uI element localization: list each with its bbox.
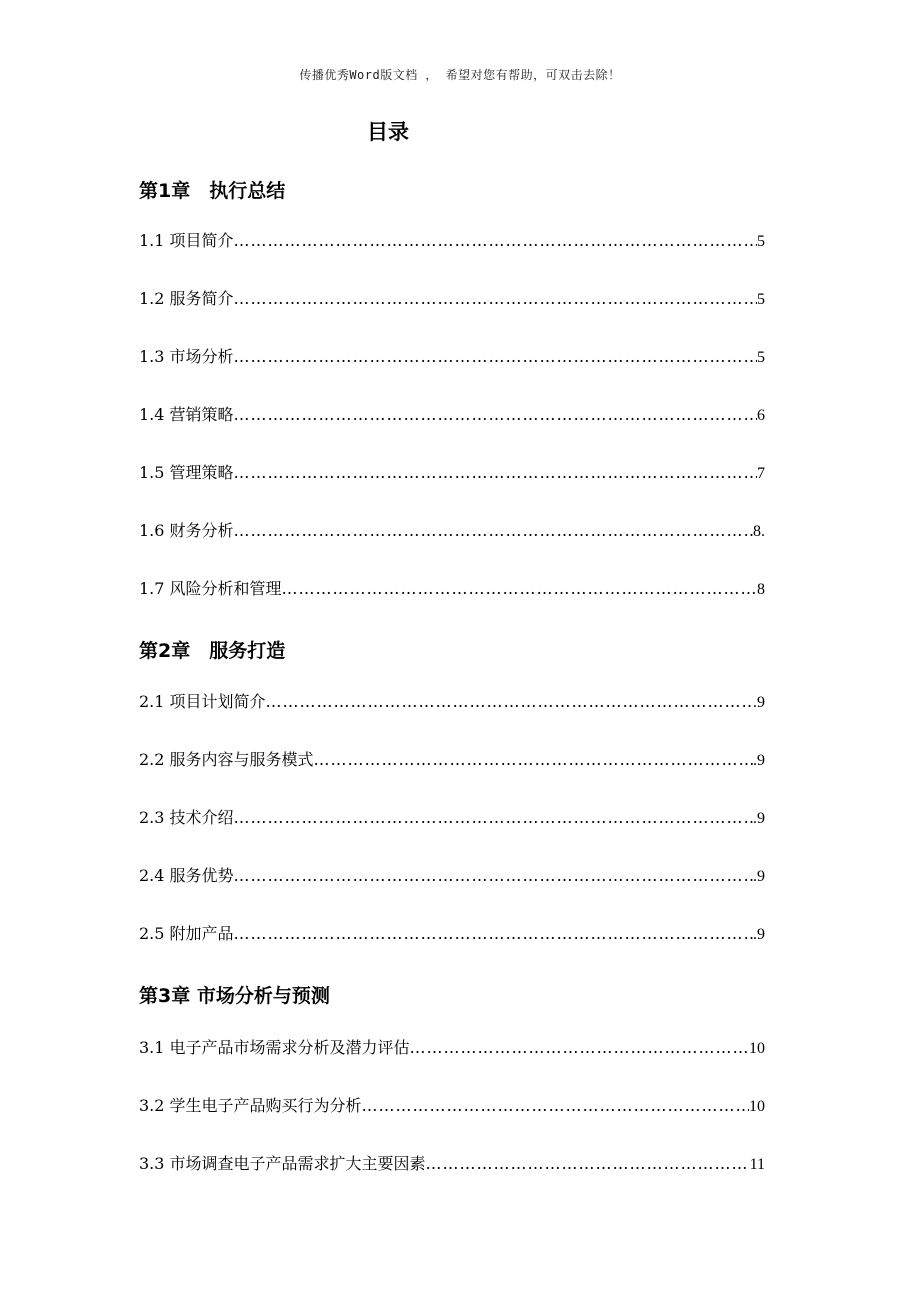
chapter-1-heading: 第1章 执行总结	[139, 180, 286, 202]
toc-entry-1-7[interactable]	[139, 579, 765, 600]
toc-entry-1-2[interactable]	[139, 289, 765, 310]
toc-entry-page: .9	[753, 752, 765, 769]
toc-entry-1-4[interactable]	[139, 405, 765, 426]
dot-leader	[234, 463, 757, 483]
toc-entry-1-5[interactable]	[139, 463, 765, 484]
dot-leader	[282, 579, 757, 599]
toc-entry-label: 2.5 附加产品	[139, 924, 234, 943]
dot-leader	[234, 347, 757, 367]
toc-entry-label: 2.2 服务内容与服务模式	[139, 750, 314, 769]
dot-leader	[234, 808, 753, 828]
toc-entry-page: 10	[749, 1098, 765, 1115]
toc-entry-page: 8	[757, 581, 765, 598]
dot-leader	[362, 1096, 749, 1116]
toc-entry-1-6[interactable]	[139, 521, 765, 542]
toc-entry-page: 5	[757, 349, 765, 366]
toc-entry-page: 10	[749, 1040, 765, 1057]
dot-leader	[234, 405, 757, 425]
toc-entry-page: .9	[753, 868, 765, 885]
toc-entry-label: 3.2 学生电子产品购买行为分析	[139, 1096, 362, 1115]
dot-leader	[234, 866, 753, 886]
dot-leader	[234, 924, 753, 944]
toc-entry-2-2[interactable]	[139, 750, 765, 771]
toc-entry-label: 1.1 项目简介	[139, 231, 234, 250]
toc-entry-label: 1.3 市场分析	[139, 347, 234, 366]
toc-entry-1-1[interactable]	[139, 231, 765, 252]
dot-leader	[266, 692, 753, 712]
toc-entry-label: 1.7 风险分析和管理	[139, 579, 282, 598]
toc-entry-2-1[interactable]	[139, 692, 765, 713]
toc-entry-label: 1.6 财务分析	[139, 521, 234, 540]
toc-entry-2-3[interactable]	[139, 808, 765, 829]
toc-entry-label: 3.1 电子产品市场需求分析及潜力评估	[139, 1038, 410, 1057]
toc-entry-label: 2.1 项目计划简介	[139, 692, 266, 711]
toc-entry-page: 8.	[753, 523, 765, 540]
toc-entry-label: 2.4 服务优势	[139, 866, 234, 885]
dot-leader	[410, 1038, 749, 1058]
toc-entry-label: 1.4 营销策略	[139, 405, 234, 424]
toc-entry-page: .9	[753, 810, 765, 827]
toc-entry-page: 5	[757, 233, 765, 250]
toc-entry-1-3[interactable]	[139, 347, 765, 368]
toc-entry-2-5[interactable]	[139, 924, 765, 945]
toc-entry-label: 1.2 服务简介	[139, 289, 234, 308]
toc-entry-page: 6	[757, 407, 765, 424]
toc-entry-3-3[interactable]	[139, 1154, 765, 1175]
toc-entry-label: 2.3 技术介绍	[139, 808, 234, 827]
chapter-2-heading: 第2章 服务打造	[139, 640, 286, 662]
toc-entry-page: 11	[749, 1156, 765, 1173]
dot-leader	[234, 289, 757, 309]
toc-entry-3-1[interactable]	[139, 1038, 765, 1059]
toc-entry-label: 3.3 市场调查电子产品需求扩大主要因素	[139, 1154, 426, 1173]
chapter-3-heading: 第3章 市场分析与预测	[139, 985, 330, 1007]
toc-entry-page: .9	[753, 694, 765, 711]
toc-entry-page: .9	[753, 926, 765, 943]
header-note: 传播优秀Word版文档 ， 希望对您有帮助，可双击去除！	[299, 68, 621, 82]
dot-leader	[314, 750, 753, 770]
toc-entry-2-4[interactable]	[139, 866, 765, 887]
toc-entry-label: 1.5 管理策略	[139, 463, 234, 482]
toc-entry-3-2[interactable]	[139, 1096, 765, 1117]
toc-title: 目录	[367, 120, 409, 144]
toc-entry-page: 7	[757, 465, 765, 482]
toc-entry-page: 5	[757, 291, 765, 308]
dot-leader	[426, 1154, 750, 1174]
dot-leader	[234, 521, 753, 541]
dot-leader	[234, 231, 757, 251]
